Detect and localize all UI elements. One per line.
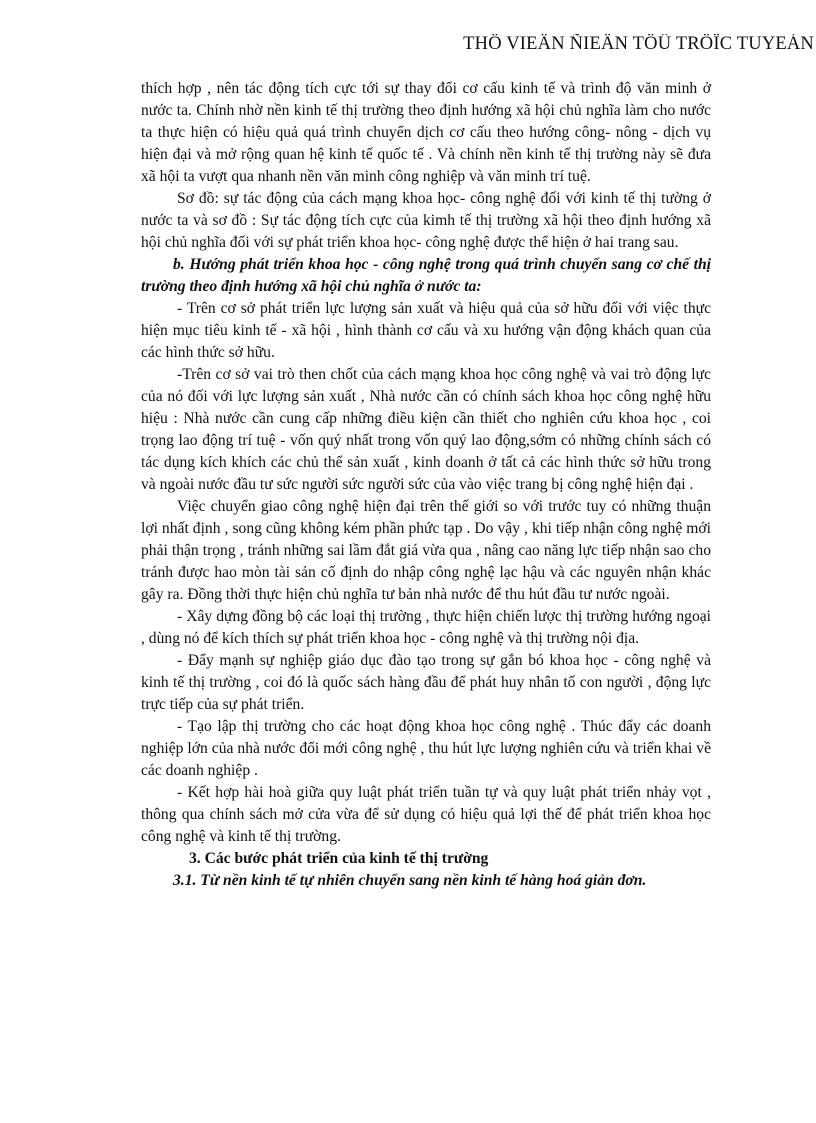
section-heading-3-1: 3.1. Từ nền kinh tế tự nhiên chuyển sang nền kinh tế hàng hoá giản đơn.	[173, 872, 647, 889]
document-body	[141, 78, 711, 892]
paragraph-4: -Trên cơ sở vai trò then chốt của cách mạng khoa học công nghệ và vai trò động lực của nó đối với lực lượng sản xuất , Nhà nước cần có chính sách khoa học công nghệ hữu hiệu : Nhà nước cần cung cấp những điều kiện cần thiết cho nghiên cứu khoa học , coi trọng lao động trí tuệ - vốn quý nhất trong vốn quý lao động,sớm có những chính sách có tác dụng kích khích các chủ thể sản xuất , kinh doanh ở tất cả các hình thức sở hữu trong và ngoài nước đầu tư sức người sức người sức của vào việc trang bị công nghệ hiện đại .	[141, 366, 711, 493]
paragraph-9: - Kết hợp hài hoà giữa quy luật phát triển tuần tự và quy luật phát triển nhảy vọt , thông qua chính sách mở cửa vừa để sử dụng có hiệu quả lợi thế để phát triển khoa học công nghệ và kinh tế thị trường.	[141, 784, 711, 845]
paragraph-7: - Đẩy mạnh sự nghiệp giáo dục đào tạo trong sự gắn bó khoa học - công nghệ và kinh tế thị trường , coi đó là quốc sách hàng đầu để phát huy nhân tố con người , động lực trực tiếp của sự phát triển.	[141, 652, 711, 713]
paragraph-5: Việc chuyển giao công nghệ hiện đại trên thế giới so với trước tuy có những thuận lợi nhất định , song cũng không kém phần phức tạp . Do vậy , khi tiếp nhận công nghệ mới phải thận trọng , tránh những sai lầm đắt giá vừa qua , nâng cao năng lực tiếp nhận sao cho tránh được hao mòn tài sản cố định do nhập công nghệ lạc hậu và các nguyên nhận khác gây ra. Đồng thời thực hiện chủ nghĩa tư bản nhà nước để thu hút đầu tư nước ngoài.	[141, 498, 711, 603]
paragraph-8: - Tạo lập thị trường cho các hoạt động khoa học công nghệ . Thúc đẩy các doanh nghiệp lớn của nhà nước đổi mới công nghệ , thu hút lực lượng nghiên cứu và triển khai về các doanh nghiệp .	[141, 718, 711, 779]
section-heading-b: b. Hướng phát triển khoa học - công nghệ trong quá trình chuyển sang cơ chế thị trường theo định hướng xã hội chủ nghĩa ở nước ta:	[141, 256, 711, 295]
section-heading-3: 3. Các bước phát triển của kinh tế thị trường	[189, 850, 489, 867]
running-header	[0, 34, 816, 55]
running-header-title: THÖ VIEÄN ÑIEÄN TÖÛ TRÖÏC TUYEÁN	[463, 34, 814, 54]
paragraph-1: thích hợp , nên tác động tích cực tới sự thay đổi cơ cấu kinh tế và trình độ văn minh ở nước ta. Chính nhờ nền kinh tế thị trường theo định hướng xã hội chủ nghĩa làm cho nước ta thực hiện có hiệu quả quá trình chuyển dịch cơ cấu theo hướng công- nông - dịch vụ hiện đại và mở rộng quan hệ kinh tế quốc tế . Và chính nền kinh tế thị trường này sẽ đưa xã hội ta vượt qua nhanh nền văn minh công nghiệp và văn minh trí tuệ.	[141, 80, 711, 185]
paragraph-2: Sơ đồ: sự tác động của cách mạng khoa học- công nghệ đối với kinh tế thị tường ở nước ta và sơ đồ : Sự tác động tích cực của kimh tế thị trường xã hội theo định hướng xã hội chủ nghĩa đối với sự phát triển khoa học- công nghệ được thể hiện ở hai trang sau.	[141, 190, 711, 251]
paragraph-6: - Xây dựng đồng bộ các loại thị trường , thực hiện chiến lược thị trường hướng ngoại , dùng nó để kích thích sự phát triển khoa học - công nghệ và thị trường nội địa.	[141, 608, 711, 647]
paragraph-3: - Trên cơ sở phát triển lực lượng sản xuất và hiệu quả của sở hữu đối với việc thực hiện mục tiêu kinh tế - xã hội , hình thành cơ cấu và xu hướng vận động khách quan của các hình thức sở hữu.	[141, 300, 711, 361]
